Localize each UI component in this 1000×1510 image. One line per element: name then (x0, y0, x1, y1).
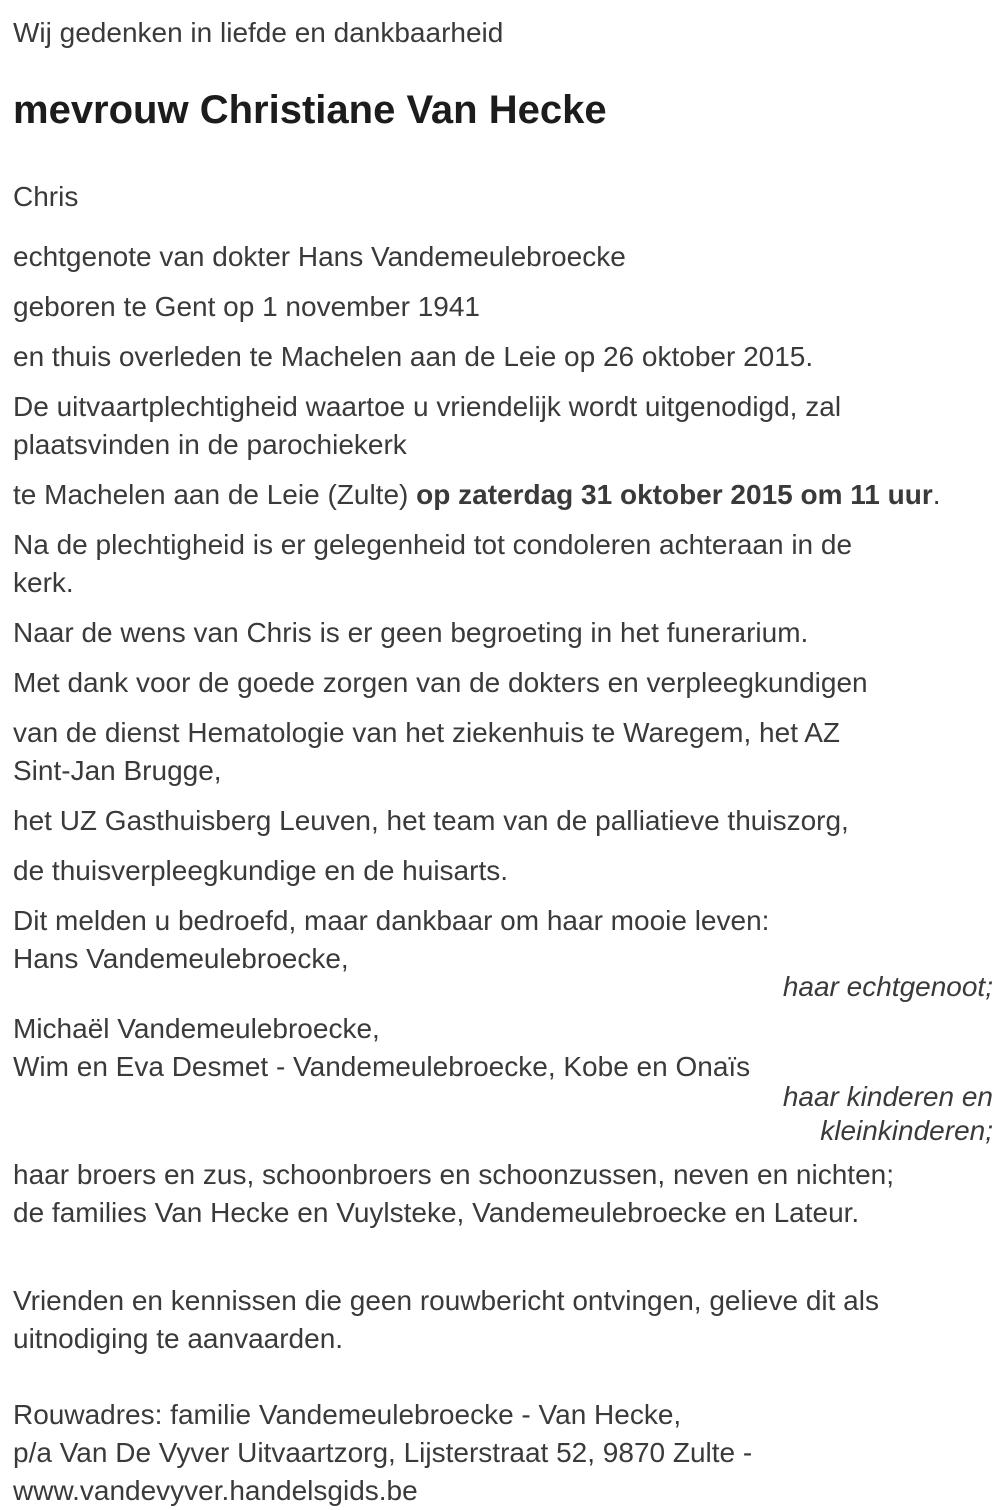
siblings-paragraph (13, 1156, 993, 1232)
service-datetime-bold: op zaterdag 31 oktober 2015 om 11 uur (416, 479, 933, 510)
gratitude-paragraph-1 (13, 664, 993, 702)
service-invite-line2: plaatsvinden in de parochiekerk (13, 429, 407, 460)
notice-line2: uitnodiging te aanvaarden. (13, 1323, 344, 1354)
children-role-paragraph (13, 1080, 993, 1148)
deceased-name-heading: mevrouw Christiane Van Hecke (13, 88, 607, 132)
death-paragraph (13, 338, 993, 376)
siblings-line: haar broers en zus, schoonbroers en schoonzussen, neven en nichten; (13, 1159, 895, 1190)
relation-line: echtgenote van dokter Hans Vandemeulebroecke (13, 241, 626, 272)
children-paragraph (13, 1010, 993, 1086)
nickname-line: Chris (13, 181, 79, 212)
gratitude-line4: het UZ Gasthuisberg Leuven, het team van de palliatieve thuiszorg, (13, 805, 849, 836)
service-location-text: te Machelen aan de Leie (Zulte) (13, 479, 417, 510)
gratitude-line3: Sint-Jan Brugge, (13, 755, 222, 786)
service-datetime-paragraph (13, 476, 993, 514)
children-line2: Wim en Eva Desmet - Vandemeulebroecke, Kobe en Onaïs (13, 1051, 751, 1082)
mourning-address-paragraph (13, 1396, 993, 1510)
husband-role-line: haar echtgenoot; (782, 971, 993, 1002)
birth-paragraph (13, 288, 993, 326)
notice-paragraph (13, 1282, 993, 1358)
gratitude-paragraph-2 (13, 714, 993, 790)
children-line1: Michaël Vandemeulebroecke, (13, 1013, 380, 1044)
gratitude-line5: de thuisverpleegkundige en de huisarts. (13, 855, 509, 886)
birth-line: geboren te Gent op 1 november 1941 (13, 291, 481, 322)
mourning-address-line1: Rouwadres: familie Vandemeulebroecke - Van Hecke, (13, 1399, 682, 1430)
children-role-line1: haar kinderen en (782, 1081, 993, 1112)
husband-name-line: Hans Vandemeulebroecke, (13, 943, 349, 974)
service-invite-line1: De uitvaartplechtigheid waartoe u vriendelijk wordt uitgenodigd, zal (13, 391, 842, 422)
condolence-line1: Na de plechtigheid is er gelegenheid tot condoleren achteraan in de (13, 529, 853, 560)
death-line: en thuis overleden te Machelen aan de Leie op 26 oktober 2015. (13, 341, 814, 372)
no-viewing-paragraph (13, 614, 993, 652)
no-viewing-line: Naar de wens van Chris is er geen begroeting in het funerarium. (13, 617, 809, 648)
notice-line1: Vrienden en kennissen die geen rouwbericht ontvingen, gelieve dit als (13, 1285, 879, 1316)
service-invite-paragraph (13, 388, 993, 464)
children-role-line2: kleinkinderen; (820, 1115, 993, 1146)
families-line: de families Van Hecke en Vuylsteke, Vandemeulebroecke en Lateur. (13, 1197, 860, 1228)
condolence-line2: kerk. (13, 567, 74, 598)
family-announce-line: Dit melden u bedroefd, maar dankbaar om haar mooie leven: (13, 905, 770, 936)
website-url: www.vandevyver.handelsgids.be (13, 1475, 418, 1506)
relation-paragraph (13, 238, 993, 276)
family-announce-paragraph (13, 902, 993, 978)
mourning-address-line2: p/a Van De Vyver Uitvaartzorg, Lijsterstraat 52, 9870 Zulte - (13, 1437, 753, 1468)
condolence-paragraph (13, 526, 993, 602)
gratitude-line2: van de dienst Hematologie van het ziekenhuis te Waregem, het AZ (13, 717, 840, 748)
service-datetime-line (13, 476, 993, 514)
gratitude-paragraph-3 (13, 802, 993, 840)
gratitude-paragraph-4 (13, 852, 993, 890)
intro-line: Wij gedenken in liefde en dankbaarheid (13, 17, 504, 48)
gratitude-line1: Met dank voor de goede zorgen van de dokters en verpleegkundigen (13, 667, 868, 698)
service-datetime-period: . (932, 479, 941, 510)
nickname-paragraph (13, 178, 993, 216)
intro-paragraph (13, 14, 993, 52)
